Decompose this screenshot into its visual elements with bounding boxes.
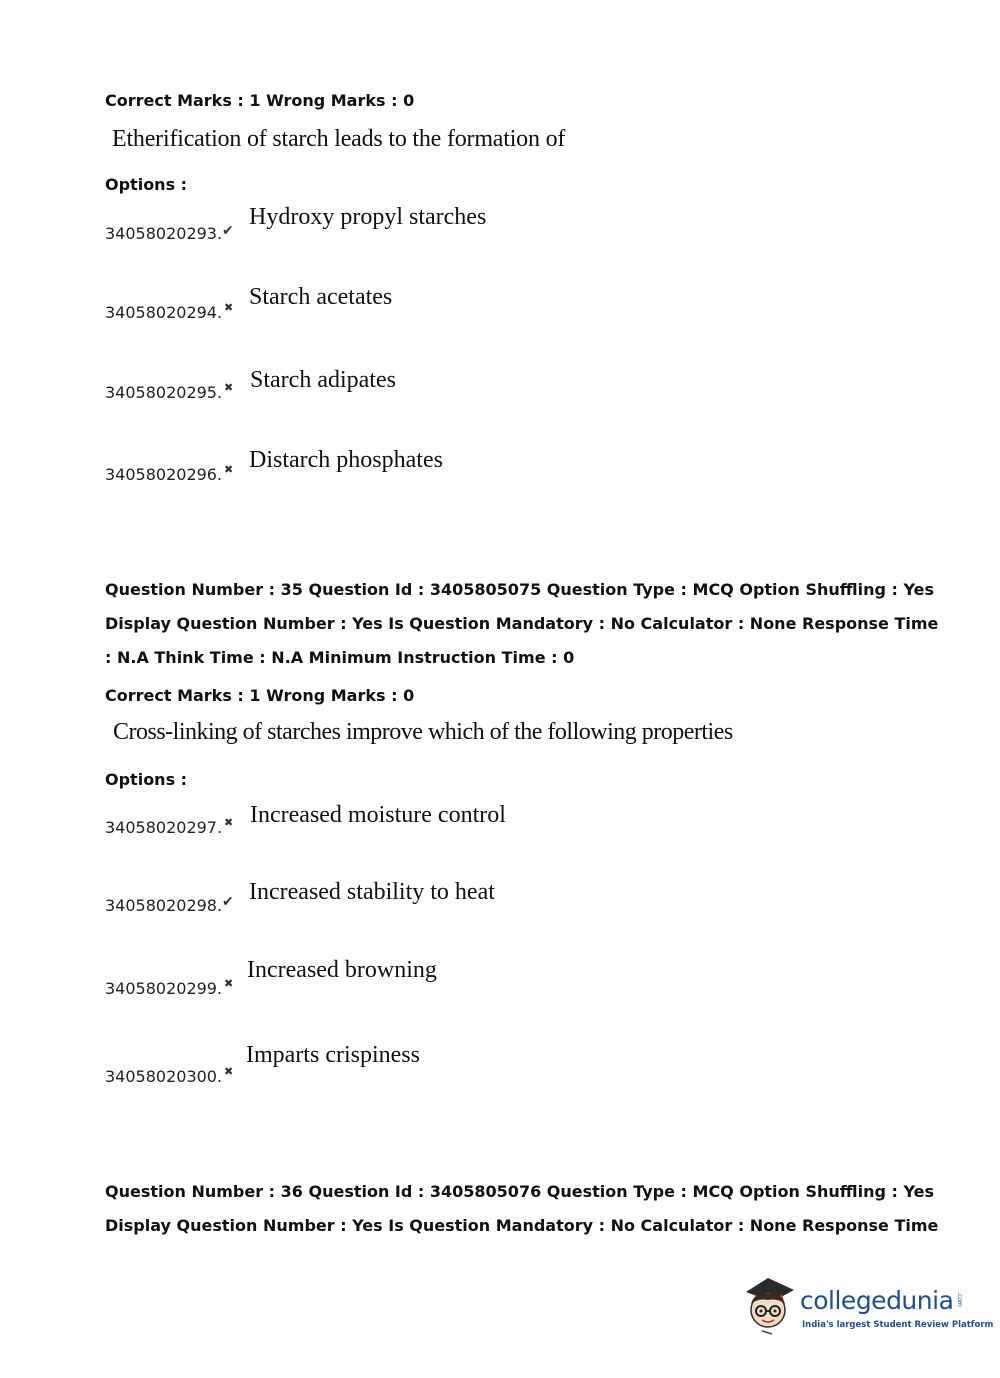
q34-option-text-2: Starch acetates (249, 284, 393, 310)
q35-meta-line-2: Display Question Number : Yes Is Question Mandatory : No Calculator : None Response Time (105, 614, 939, 633)
q34-option-id-4: 34058020296. (105, 465, 223, 484)
cross-icon: ✖ (224, 463, 234, 476)
q36-meta-line-1: Question Number : 36 Question Id : 3405805076 Question Type : MCQ Option Shuffling : Yes (105, 1182, 935, 1201)
q34-option-id-3: 34058020295. (105, 383, 223, 402)
cross-icon: ✖ (224, 1065, 234, 1078)
q35-option-text-3: Increased browning (247, 957, 437, 983)
q34-option-id-1: 34058020293. (105, 224, 223, 243)
q35-option-text-4: Imparts crispiness (246, 1042, 420, 1068)
q35-marks: Correct Marks : 1 Wrong Marks : 0 (105, 686, 415, 705)
q35-meta-line-1: Question Number : 35 Question Id : 3405805075 Question Type : MCQ Option Shuffling : Yes (105, 580, 935, 599)
q34-option-id-2: 34058020294. (105, 303, 223, 322)
q34-question-text: Etherification of starch leads to the formation of (112, 126, 566, 152)
cross-icon: ✖ (224, 301, 234, 314)
collegedunia-logo (742, 1274, 994, 1336)
logo-tagline: India's largest Student Review Platform (802, 1320, 994, 1330)
check-icon: ✔ (222, 223, 234, 239)
q34-options-label: Options : (105, 175, 188, 194)
q35-option-id-2: 34058020298. (105, 896, 223, 915)
q34-option-text-4: Distarch phosphates (249, 447, 443, 473)
q35-option-text-2: Increased stability to heat (249, 879, 495, 905)
q35-meta-line-3: : N.A Think Time : N.A Minimum Instruction Time : 0 (105, 648, 575, 667)
q34-marks: Correct Marks : 1 Wrong Marks : 0 (105, 91, 415, 110)
check-icon: ✔ (222, 894, 234, 910)
q35-option-id-3: 34058020299. (105, 979, 223, 998)
q35-options-label: Options : (105, 770, 188, 789)
q35-option-id-1: 34058020297. (105, 818, 223, 837)
mascot-icon (742, 1274, 800, 1336)
cross-icon: ✖ (224, 381, 234, 394)
q35-option-text-1: Increased moisture control (250, 802, 506, 828)
logo-wordmark: collegedunia (800, 1286, 954, 1315)
logo-suffix: .com (956, 1292, 963, 1307)
cross-icon: ✖ (224, 816, 234, 829)
q36-meta-line-2: Display Question Number : Yes Is Question Mandatory : No Calculator : None Response Time (105, 1216, 939, 1235)
q34-option-text-3: Starch adipates (250, 367, 396, 393)
cross-icon: ✖ (224, 977, 234, 990)
q35-option-id-4: 34058020300. (105, 1067, 223, 1086)
q35-question-text: Cross-linking of starches improve which of the following properties (113, 719, 733, 745)
q34-option-text-1: Hydroxy propyl starches (249, 204, 487, 230)
